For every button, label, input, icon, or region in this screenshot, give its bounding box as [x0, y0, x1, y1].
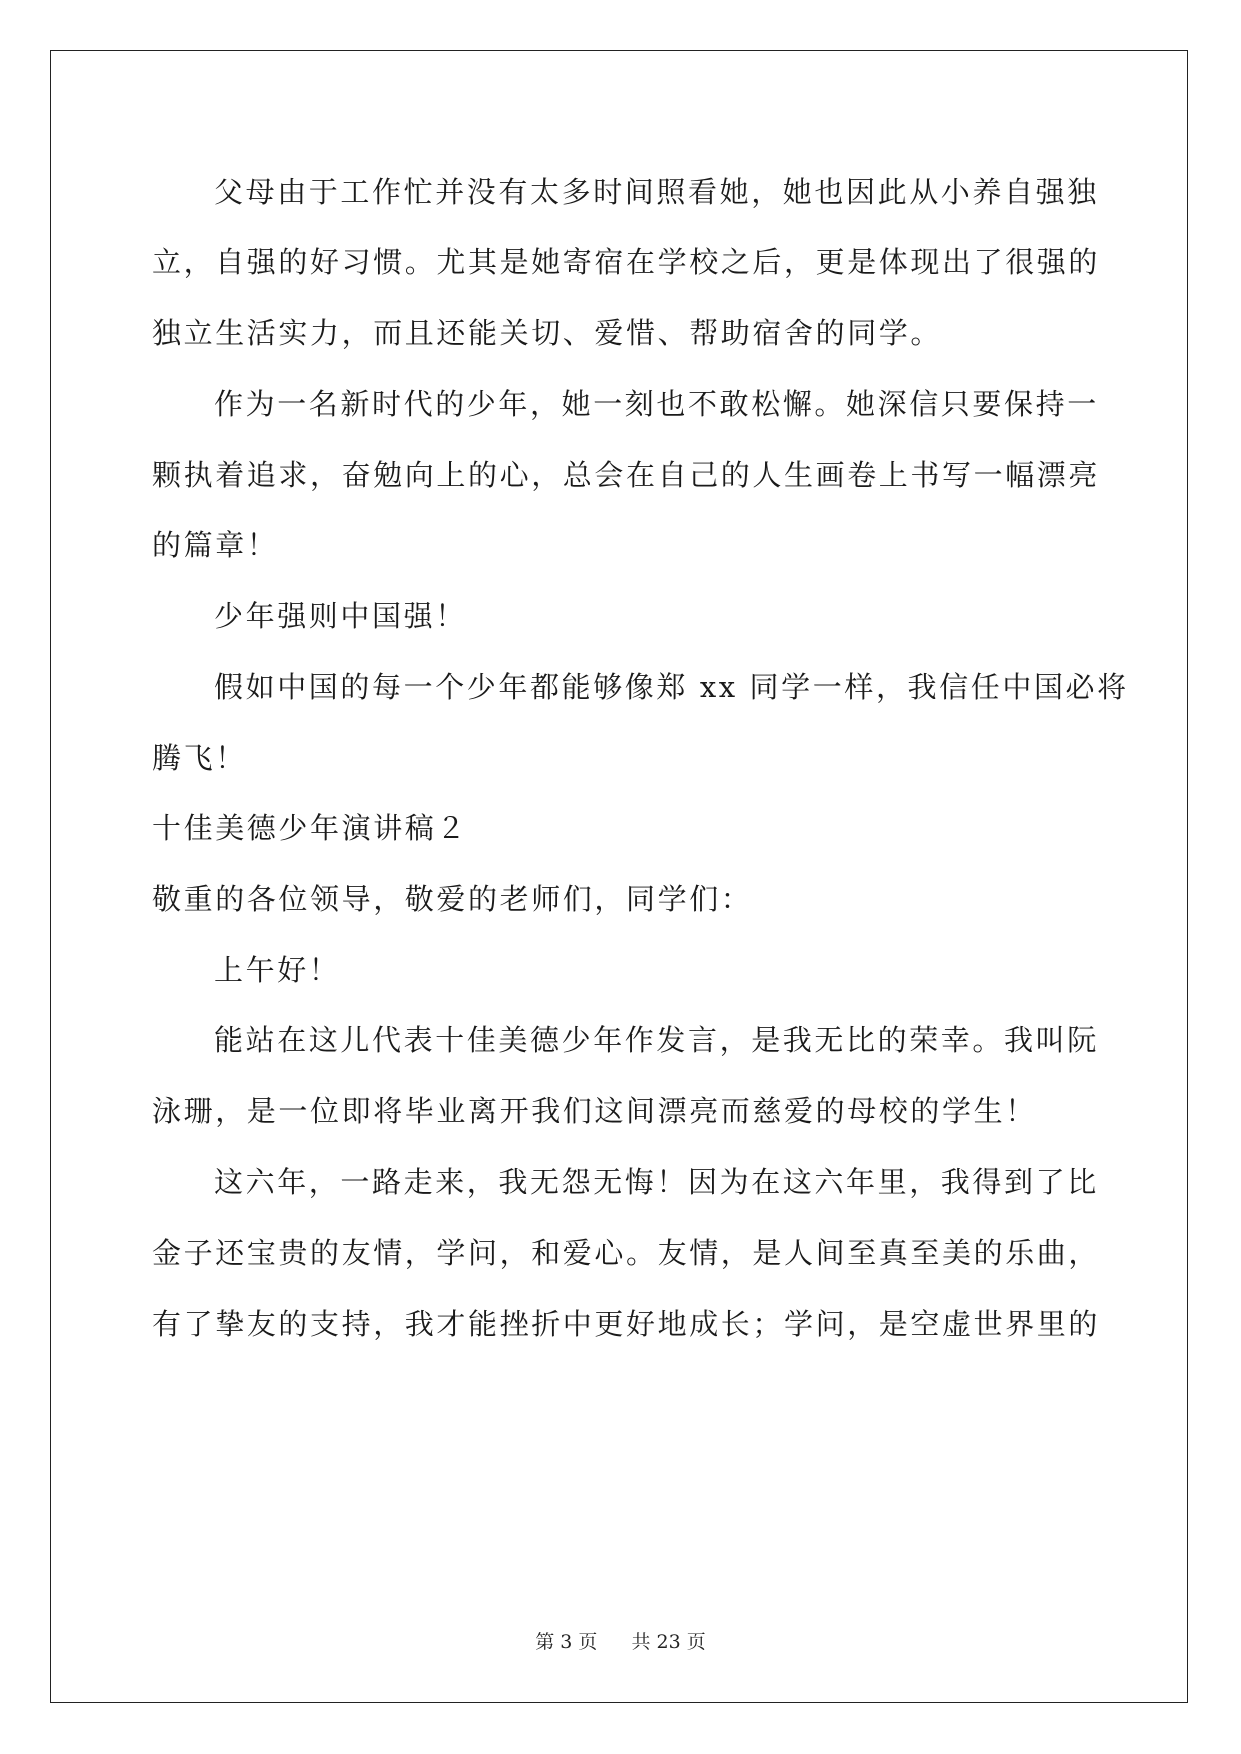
body-text-line: 独立生活实力，而且还能关切、爱惜、帮助宿舍的同学。 — [152, 316, 943, 350]
page-footer — [0, 1627, 1241, 1654]
body-text-line: 腾飞！ — [152, 741, 247, 775]
body-text-line: 作为一名新时代的少年，她一刻也不敢松懈。她深信只要保持一 — [214, 387, 1099, 421]
page-frame — [50, 50, 1188, 1703]
body-text-line: 颗执着追求，奋勉向上的心，总会在自己的人生画卷上书写一幅漂亮 — [152, 458, 1101, 492]
greeting: 上午好！ — [214, 953, 341, 987]
body-text-line: 泳珊，是一位即将毕业离开我们这间漂亮而慈爱的母校的学生！ — [152, 1094, 1037, 1128]
body-text-line: 能站在这儿代表十佳美德少年作发言，是我无比的荣幸。我叫阮 — [214, 1023, 1099, 1057]
body-text-line: 立，自强的好习惯。尤其是她寄宿在学校之后，更是体现出了很强的 — [152, 245, 1101, 279]
page-number: 第 3 页 — [535, 1631, 598, 1653]
body-text-line: 的篇章！ — [152, 528, 279, 562]
salutation: 敬重的各位领导，敬爱的老师们，同学们： — [152, 882, 753, 916]
body-text-line: 父母由于工作忙并没有太多时间照看她，她也因此从小养自强独 — [214, 175, 1099, 209]
body-text-line: 这六年，一路走来，我无怨无悔！因为在这六年里，我得到了比 — [214, 1165, 1099, 1199]
body-text-line: 有了挚友的支持，我才能挫折中更好地成长；学问，是空虚世界里的 — [152, 1307, 1101, 1341]
body-text-line: 少年强则中国强！ — [214, 599, 467, 633]
body-text-line: 假如中国的每一个少年都能够像郑 xx 同学一样，我信任中国必将 — [214, 670, 1129, 704]
page-total: 共 23 页 — [631, 1631, 706, 1653]
body-text-line: 金子还宝贵的友情，学问，和爱心。友情，是人间至真至美的乐曲， — [152, 1236, 1101, 1270]
section-heading: 十佳美德少年演讲稿２ — [152, 811, 469, 845]
